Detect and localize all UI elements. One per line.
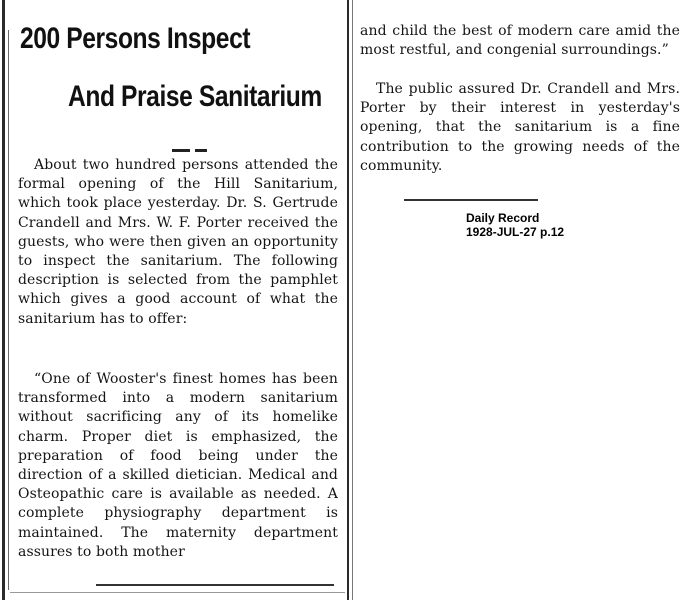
left-column-rule-inner <box>8 30 9 590</box>
article-paragraph-2: “One of Wooster's finest homes has been transformed into a modern sanitarium without sacrificing any of its homelike charm. Proper diet is emphasized, the preparation of food being under the direction of a skilled dietician. Medical and Osteopathic care is available as needed. A complete physiography department is maintained. The maternity department assures to both mother <box>18 371 338 560</box>
headline-separator-dash <box>172 149 190 152</box>
article-paragraph-4: The public assured Dr. Crandell and Mrs. Porter by their interest in yesterday's opening, that the sanitarium is a fine contribution to the growing needs of the community. <box>360 81 680 174</box>
article-paragraph-3: and child the best of modern care amid the most restful, and congenial surroundings.” <box>360 23 680 59</box>
caption-source: Daily Record <box>466 211 540 225</box>
headline-line-2: And Praise Sanitarium <box>68 80 322 113</box>
headline-line-1: 200 Persons Inspect <box>20 22 251 55</box>
article-paragraph-1: About two hundred persons attended the formal opening of the Hill Sanitarium, which took place yesterday. Dr. S. Gertrude Crandell and Mrs. W. F. Porter received the guests, who were then given an opportunity to inspect the sanitarium. The following description is selected from the pamphlet which gives a good account of what the sanitarium has to offer: <box>18 157 338 327</box>
column-end-rule <box>96 584 334 586</box>
caption-date: 1928-JUL-27 p.12 <box>466 225 565 239</box>
left-column-rule <box>2 0 5 600</box>
article-end-rule <box>404 199 538 201</box>
column-bottom-rule <box>10 592 345 593</box>
source-caption <box>466 211 564 239</box>
headline-separator-dash <box>195 149 207 152</box>
